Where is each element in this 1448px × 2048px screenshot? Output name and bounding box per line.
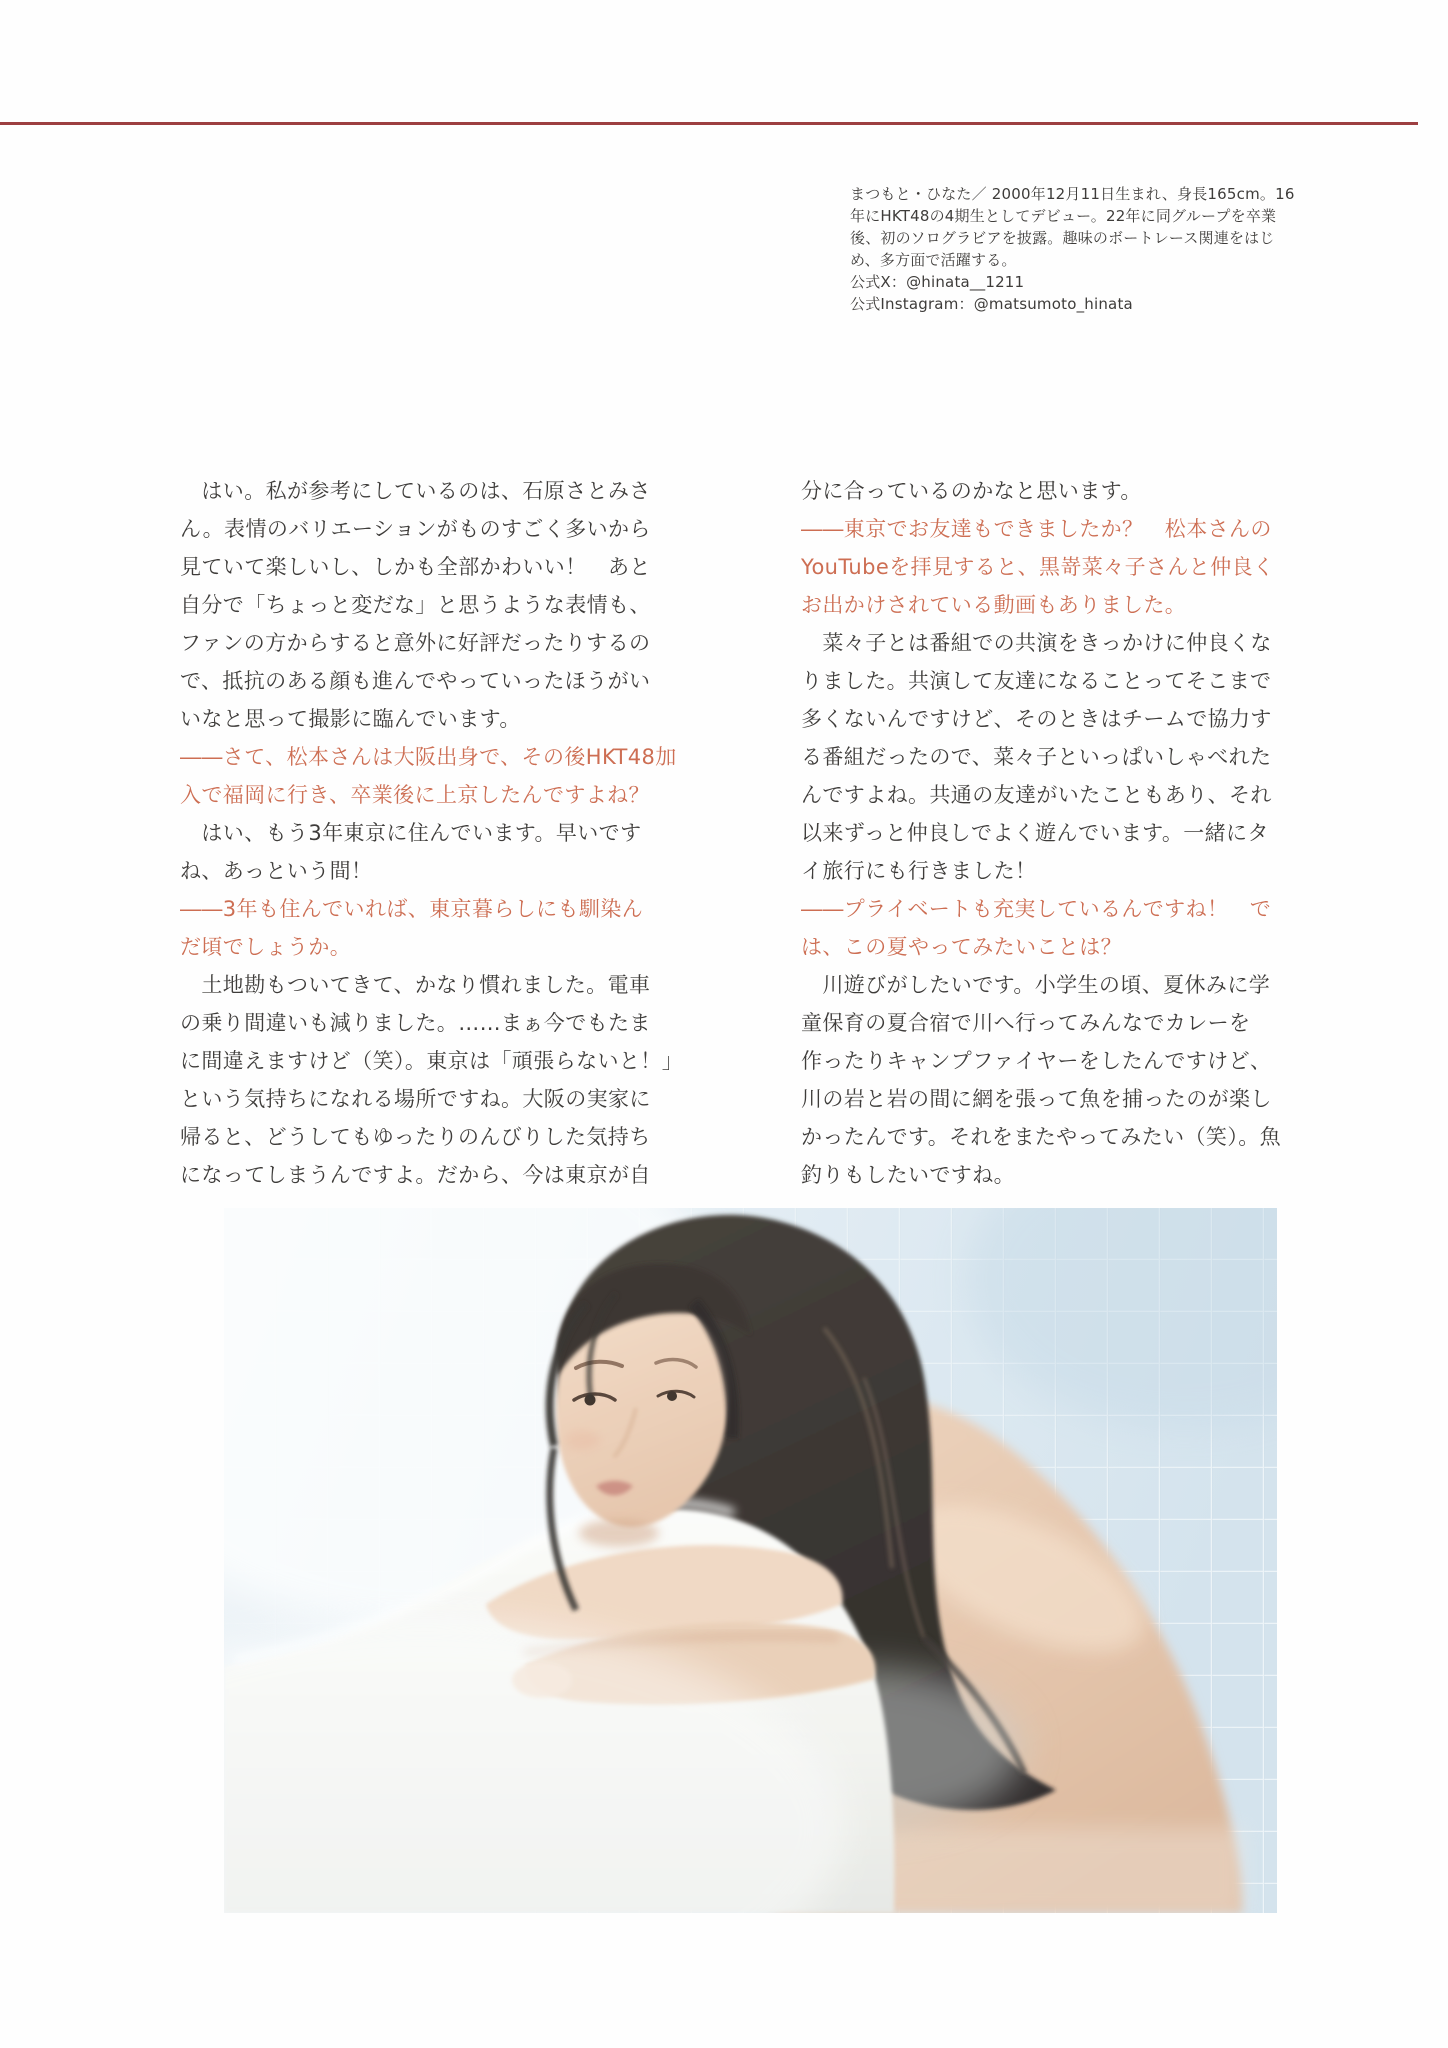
text-line: に間違えますけど（笑）。東京は「頑張らないと！」 [180,1049,684,1073]
text-line: 公式X：@hinata__1211 [850,273,1025,291]
text-line: という気持ちになれる場所ですね。大阪の実家に [180,1087,651,1111]
text-line: 年にHKT48の4期生としてデビュー。22年に同グループを卒業 [850,207,1277,225]
interview-column-right [801,472,1325,1194]
photo-bathtub-portrait [224,1208,1277,1913]
text-line: りました。共演して友達になることってそこまで [801,669,1272,693]
text-line: ファンの方からすると意外に好評だったりするの [180,631,651,655]
interviewer-question-line: 入で福岡に行き、卒業後に上京したんですよね？ [180,783,650,807]
interviewer-question-line: ――さて、松本さんは大阪出身で、その後HKT48加 [180,745,677,769]
text-line: 土地勘もついてきて、かなり慣れました。電車 [180,973,651,997]
text-line: る番組だったので、菜々子といっぱいしゃべれた [801,745,1272,769]
text-line: 以来ずっと仲良しでよく遊んでいます。一緒にタ [801,821,1269,845]
text-line: はい、もう3年東京に住んでいます。早いです [180,821,642,845]
top-rule-divider [0,122,1418,125]
text-line: はい。私が参考にしているのは、石原さとみさ [180,479,651,503]
interviewer-question-line: だ頃でしょうか。 [180,935,352,959]
interviewer-question-line: ――東京でお友達もできましたか？ 松本さんの [801,517,1272,541]
text-line: 後、初のソログラビアを披露。趣味のボートレース関連をはじ [850,229,1275,247]
light-overlay [224,1208,1277,1913]
text-line: 自分で「ちょっと変だな」と思うような表情も、 [180,593,651,617]
text-line: になってしまうんですよ。だから、今は東京が自 [180,1163,651,1187]
interviewer-question-line: お出かけされている動画もありました。 [801,593,1187,617]
text-line: 川の岩と岩の間に網を張って魚を捕ったのが楽し [801,1087,1272,1111]
text-line: 見ていて楽しいし、しかも全部かわいい！ あと [180,555,651,579]
photo-illustration [224,1208,1277,1913]
text-line: 釣りもしたいですね。 [801,1163,1015,1187]
interview-column-left [180,472,704,1194]
text-line: 公式Instagram：@matsumoto_hinata [850,295,1133,313]
text-line: 作ったりキャンプファイヤーをしたんですけど、 [801,1049,1272,1073]
text-line: かったんです。それをまたやってみたい（笑）。魚 [801,1125,1282,1149]
text-line: め、多方面で活躍する。 [850,251,1017,269]
text-line: 川遊びがしたいです。小学生の頃、夏休みに学 [801,973,1271,997]
text-line: 帰ると、どうしてもゆったりのんびりした気持ち [180,1125,651,1149]
text-line: 分に合っているのかなと思います。 [801,479,1142,503]
profile-text-block [850,183,1295,315]
text-line: 菜々子とは番組での共演をきっかけに仲良くな [801,631,1272,655]
text-line: いなと思って撮影に臨んでいます。 [180,707,521,731]
interviewer-question-line: は、この夏やってみたいことは？ [801,935,1122,959]
text-line: の乗り間違いも減りました。……まぁ今でもたま [180,1011,651,1035]
text-line: ん。表情のバリエーションがものすごく多いから [180,517,651,541]
text-line: まつもと・ひなた／ 2000年12月11日生まれ、身長165cm。16 [850,185,1295,203]
text-line: 多くないんですけど、そのときはチームで協力す [801,707,1272,731]
text-line: で、抵抗のある顔も進んでやっていったほうがい [180,669,651,693]
interviewer-question-line: ――プライベートも充実しているんですね！ で [801,897,1272,921]
text-line: んですよね。共通の友達がいたこともあり、それ [801,783,1272,807]
text-line: イ旅行にも行きました！ [801,859,1037,883]
text-line: 童保育の夏合宿で川へ行ってみんなでカレーを [801,1011,1251,1035]
text-line: ね、あっという間！ [180,859,373,883]
interviewer-question-line: YouTubeを拝見すると、黒嵜菜々子さんと仲良く [801,555,1275,579]
interviewer-question-line: ――3年も住んでいれば、東京暮らしにも馴染ん [180,897,644,921]
